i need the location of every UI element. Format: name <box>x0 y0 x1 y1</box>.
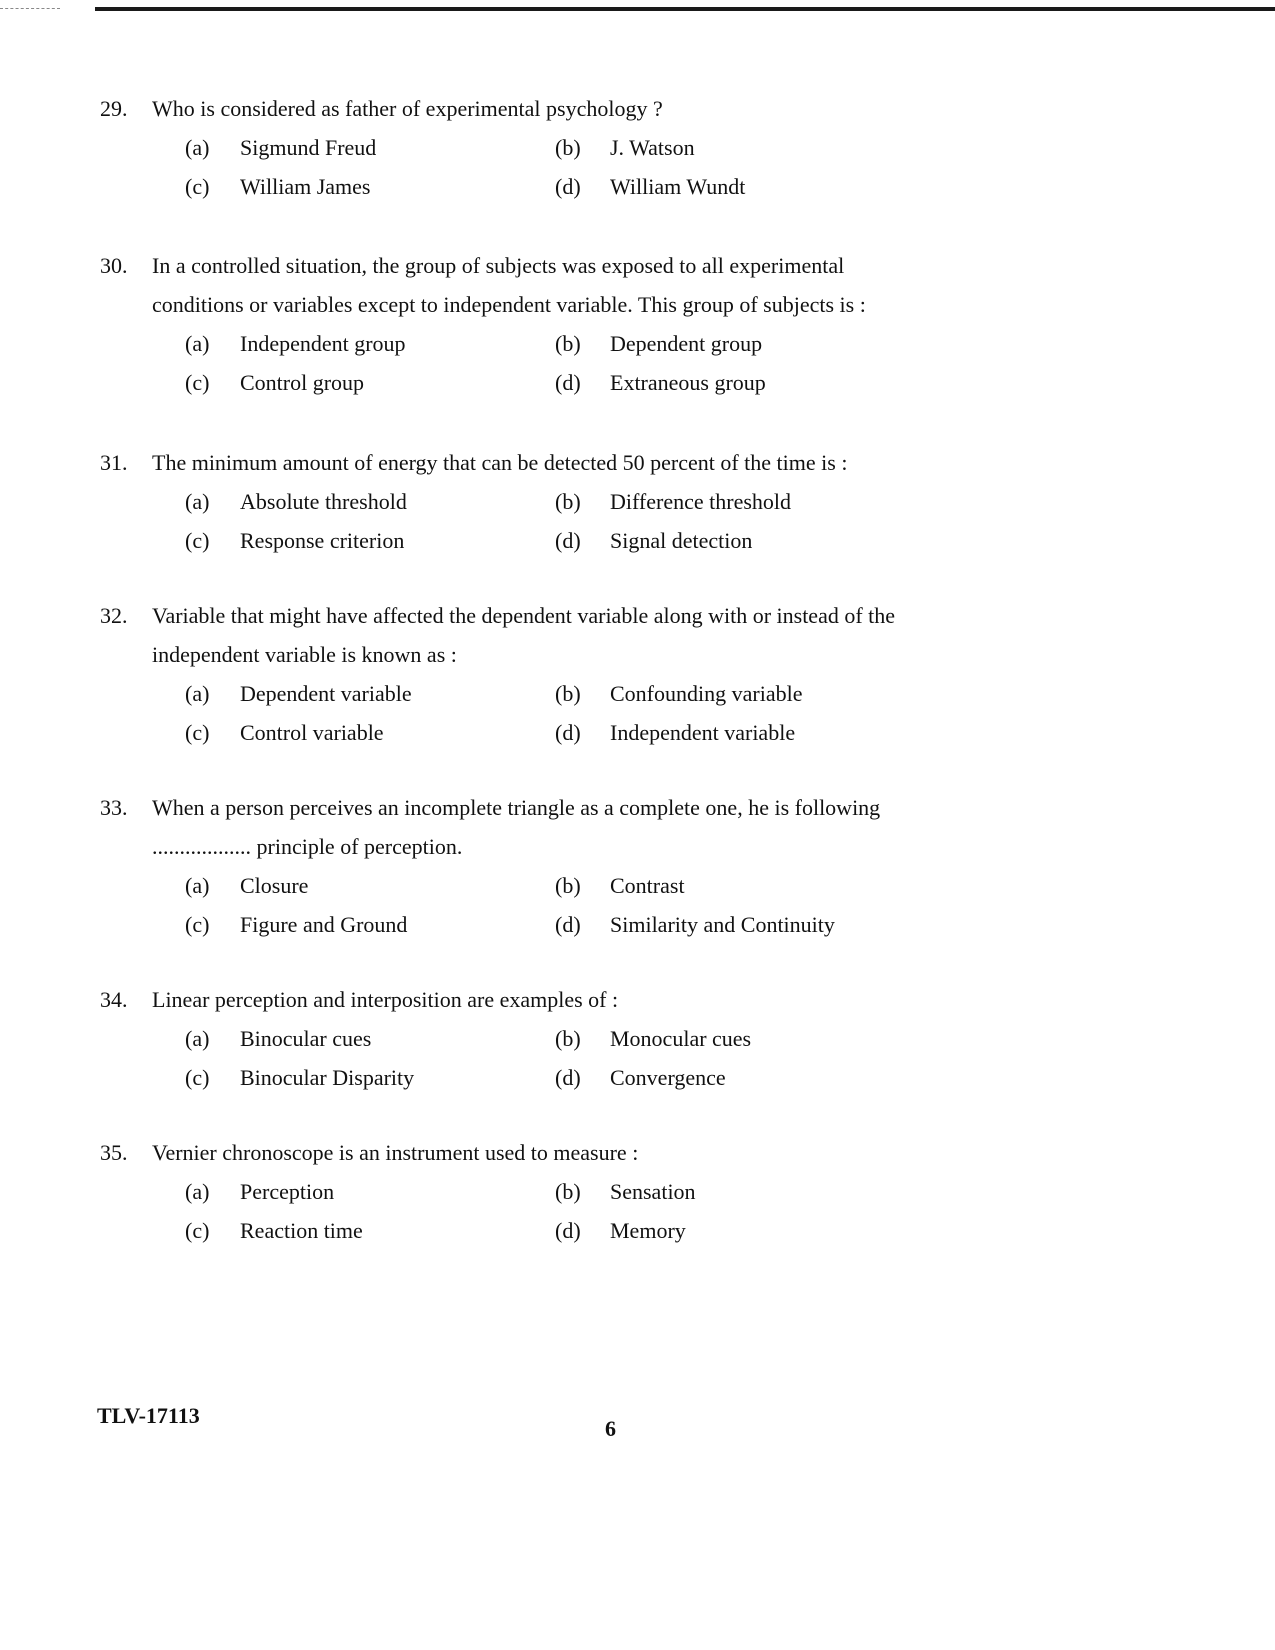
option-text: Sensation <box>610 1179 696 1204</box>
option-letter: (d) <box>555 528 581 553</box>
question-number: 35. <box>100 1140 128 1165</box>
option-letter: (d) <box>555 1218 581 1243</box>
option-letter: (a) <box>185 681 210 706</box>
question-number: 30. <box>100 253 128 278</box>
option-c <box>185 713 555 752</box>
option-letter: (c) <box>185 1218 210 1243</box>
option-text: Convergence <box>610 1065 726 1090</box>
option-a <box>185 128 555 167</box>
option-c <box>185 521 555 560</box>
option-letter: (b) <box>555 681 581 706</box>
option-text: Response criterion <box>240 528 405 553</box>
question-35 <box>100 1133 980 1250</box>
option-letter: (a) <box>185 873 210 898</box>
question-number: 31. <box>100 450 128 475</box>
option-text: Contrast <box>610 873 685 898</box>
option-b <box>555 324 925 363</box>
option-a <box>185 1172 555 1211</box>
option-b <box>555 482 925 521</box>
option-letter: (a) <box>185 1026 210 1051</box>
option-letter: (b) <box>555 1026 581 1051</box>
option-text: William James <box>240 174 371 199</box>
option-b <box>555 1019 925 1058</box>
option-b <box>555 128 925 167</box>
question-text: The minimum amount of energy that can be detected 50 percent of the time is : <box>152 450 848 475</box>
option-a <box>185 1019 555 1058</box>
question-29 <box>100 89 980 206</box>
option-letter: (c) <box>185 1065 210 1090</box>
option-text: Perception <box>240 1179 335 1204</box>
options-grid <box>185 1019 980 1097</box>
option-d <box>555 521 925 560</box>
option-c <box>185 1211 555 1250</box>
option-c <box>185 167 555 206</box>
option-d <box>555 167 925 206</box>
option-c <box>185 905 555 944</box>
question-text: Who is considered as father of experimental psychology ? <box>152 96 663 121</box>
option-letter: (c) <box>185 912 210 937</box>
option-text: Confounding variable <box>610 681 803 706</box>
option-letter: (d) <box>555 912 581 937</box>
question-32 <box>100 596 980 752</box>
option-d <box>555 1211 925 1250</box>
option-text: Figure and Ground <box>240 912 408 937</box>
option-letter: (c) <box>185 528 210 553</box>
option-letter: (b) <box>555 331 581 356</box>
question-number: 33. <box>100 795 128 820</box>
option-text: Binocular Disparity <box>240 1065 415 1090</box>
paper-code: TLV-17113 <box>97 1403 200 1428</box>
page-number: 6 <box>605 1416 616 1441</box>
options-grid <box>185 674 980 752</box>
option-d <box>555 905 925 944</box>
option-letter: (b) <box>555 1179 581 1204</box>
option-d <box>555 1058 925 1097</box>
option-letter: (c) <box>185 720 210 745</box>
option-text: Difference threshold <box>610 489 792 514</box>
question-34 <box>100 980 980 1097</box>
option-b <box>555 1172 925 1211</box>
option-a <box>185 324 555 363</box>
option-letter: (a) <box>185 331 210 356</box>
question-text: Variable that might have affected the dependent variable along with or instead of the independent variable is known as : <box>152 603 896 667</box>
option-letter: (b) <box>555 873 581 898</box>
option-letter: (a) <box>185 489 210 514</box>
option-text: Reaction time <box>240 1218 363 1243</box>
option-text: Monocular cues <box>610 1026 752 1051</box>
question-number: 29. <box>100 96 128 121</box>
option-d <box>555 713 925 752</box>
option-text: Binocular cues <box>240 1026 372 1051</box>
option-b <box>555 866 925 905</box>
options-grid <box>185 324 980 402</box>
question-number: 32. <box>100 603 128 628</box>
option-text: Independent variable <box>610 720 796 745</box>
question-text: When a person perceives an incomplete triangle as a complete one, he is following .................. principle of perception. <box>152 795 881 859</box>
option-letter: (c) <box>185 174 210 199</box>
option-letter: (d) <box>555 720 581 745</box>
option-c <box>185 363 555 402</box>
option-d <box>555 363 925 402</box>
question-number: 34. <box>100 987 128 1012</box>
option-letter: (d) <box>555 370 581 395</box>
option-text: Control variable <box>240 720 384 745</box>
option-letter: (c) <box>185 370 210 395</box>
option-text: Independent group <box>240 331 406 356</box>
option-letter: (b) <box>555 135 581 160</box>
option-text: Signal detection <box>610 528 753 553</box>
options-grid <box>185 866 980 944</box>
option-b <box>555 674 925 713</box>
options-grid <box>185 128 980 206</box>
option-text: Absolute threshold <box>240 489 407 514</box>
option-text: Dependent group <box>610 331 763 356</box>
option-text: Sigmund Freud <box>240 135 377 160</box>
question-31 <box>100 443 980 560</box>
question-33 <box>100 788 980 944</box>
option-text: Dependent variable <box>240 681 412 706</box>
option-a <box>185 866 555 905</box>
options-grid <box>185 1172 980 1250</box>
option-text: Extraneous group <box>610 370 766 395</box>
option-letter: (b) <box>555 489 581 514</box>
option-text: Similarity and Continuity <box>610 912 835 937</box>
option-letter: (a) <box>185 1179 210 1204</box>
question-text: Linear perception and interposition are examples of : <box>152 987 619 1012</box>
question-30 <box>100 246 980 402</box>
top-dash-line <box>0 8 60 10</box>
option-text: Memory <box>610 1218 686 1243</box>
options-grid <box>185 482 980 560</box>
option-letter: (d) <box>555 174 581 199</box>
option-a <box>185 482 555 521</box>
question-text: In a controlled situation, the group of subjects was exposed to all experimental conditions or variables except to independent variable. This group of subjects is : <box>152 253 866 317</box>
option-text: J. Watson <box>610 135 695 160</box>
option-a <box>185 674 555 713</box>
option-text: Closure <box>240 873 309 898</box>
option-letter: (d) <box>555 1065 581 1090</box>
option-text: Control group <box>240 370 365 395</box>
top-rule <box>95 7 1275 11</box>
option-text: William Wundt <box>610 174 746 199</box>
option-letter: (a) <box>185 135 210 160</box>
option-c <box>185 1058 555 1097</box>
question-text: Vernier chronoscope is an instrument used to measure : <box>152 1140 639 1165</box>
